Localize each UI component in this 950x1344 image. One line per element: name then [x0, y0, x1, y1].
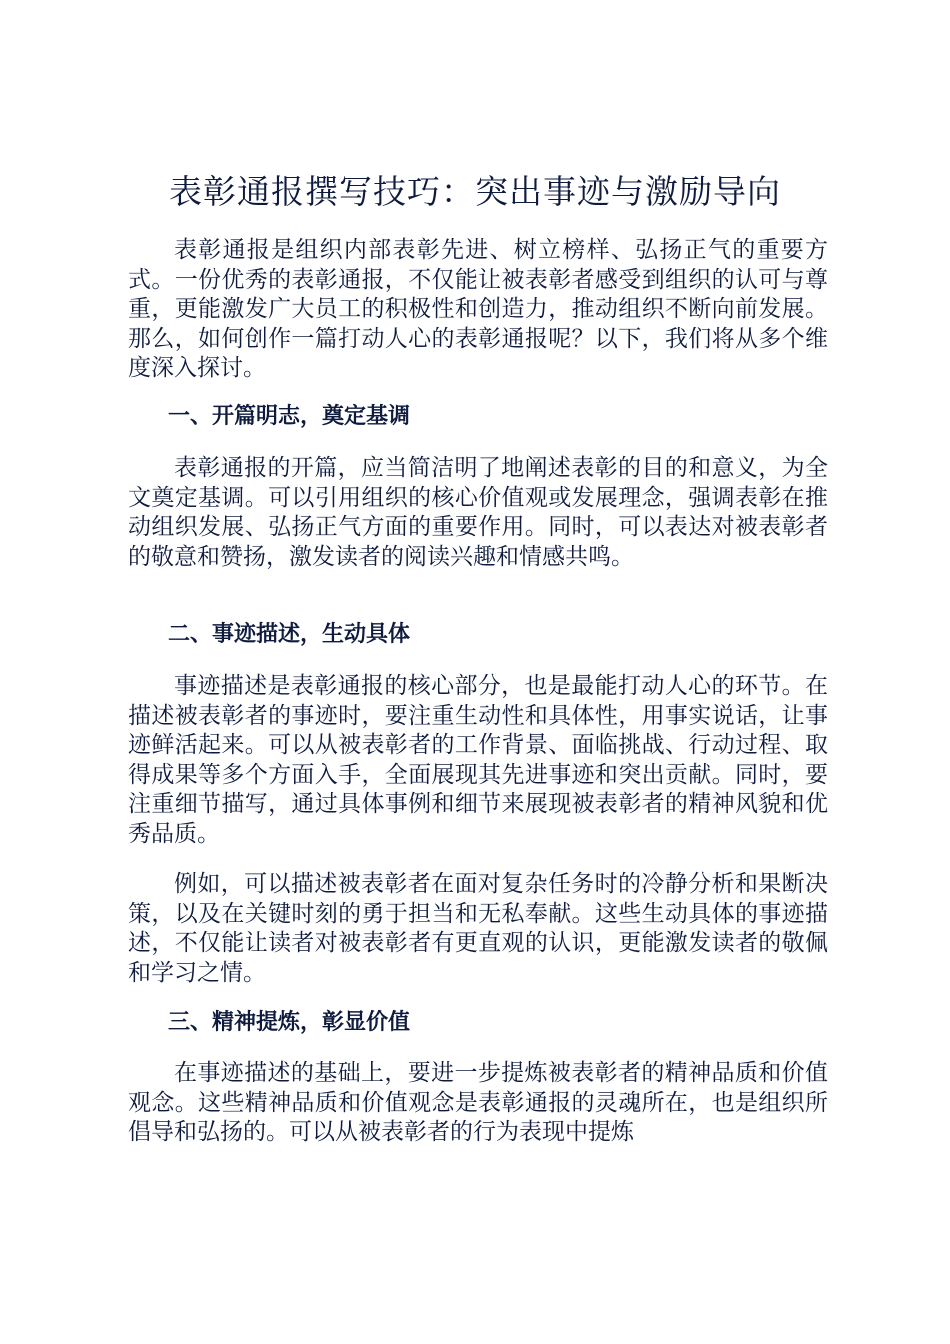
- section-2-paragraph-2: 例如，可以描述被表彰者在面对复杂任务时的冷静分析和果断决策，以及在关键时刻的勇于担当和无私奉献。这些生动具体的事迹描述，不仅能让读者对被表彰者有更直观的认识，更能激发读者的敬佩和学习之情。: [128, 871, 828, 986]
- section-3-paragraph-1: 在事迹描述的基础上，要进一步提炼被表彰者的精神品质和价值观念。这些精神品质和价值观念是表彰通报的灵魂所在，也是组织所倡导和弘扬的。可以从被表彰者的行为表现中提炼: [128, 1060, 828, 1145]
- section-2-heading: 二、事迹描述，生动具体: [168, 622, 411, 647]
- page-title: 表彰通报撰写技巧：突出事迹与激励导向: [169, 172, 781, 211]
- section-1-paragraph-1: 表彰通报的开篇，应当简洁明了地阐述表彰的目的和意义，为全文奠定基调。可以引用组织的核心价值观或发展理念，强调表彰在推动组织发展、弘扬正气方面的重要作用。同时，可以表达对被表彰者的敬意和赞扬，激发读者的阅读兴趣和情感共鸣。: [128, 455, 828, 570]
- section-2-paragraph-1: 事迹描述是表彰通报的核心部分，也是最能打动人心的环节。在描述被表彰者的事迹时，要注重生动性和具体性，用事实说话，让事迹鲜活起来。可以从被表彰者的工作背景、面临挑战、行动过程、取得成果等多个方面入手，全面展现其先进事迹和突出贡献。同时，要注重细节描写，通过具体事例和细节来展现被表彰者的精神风貌和优秀品质。: [128, 673, 828, 847]
- intro-paragraph: 表彰通报是组织内部表彰先进、树立榜样、弘扬正气的重要方式。一份优秀的表彰通报，不仅能让被表彰者感受到组织的认可与尊重，更能激发广大员工的积极性和创造力，推动组织不断向前发展。那么，如何创作一篇打动人心的表彰通报呢？以下，我们将从多个维度深入探讨。: [128, 237, 828, 381]
- section-1-heading: 一、开篇明志，奠定基调: [168, 404, 411, 429]
- section-3-heading: 三、精神提炼，彰显价值: [168, 1010, 411, 1035]
